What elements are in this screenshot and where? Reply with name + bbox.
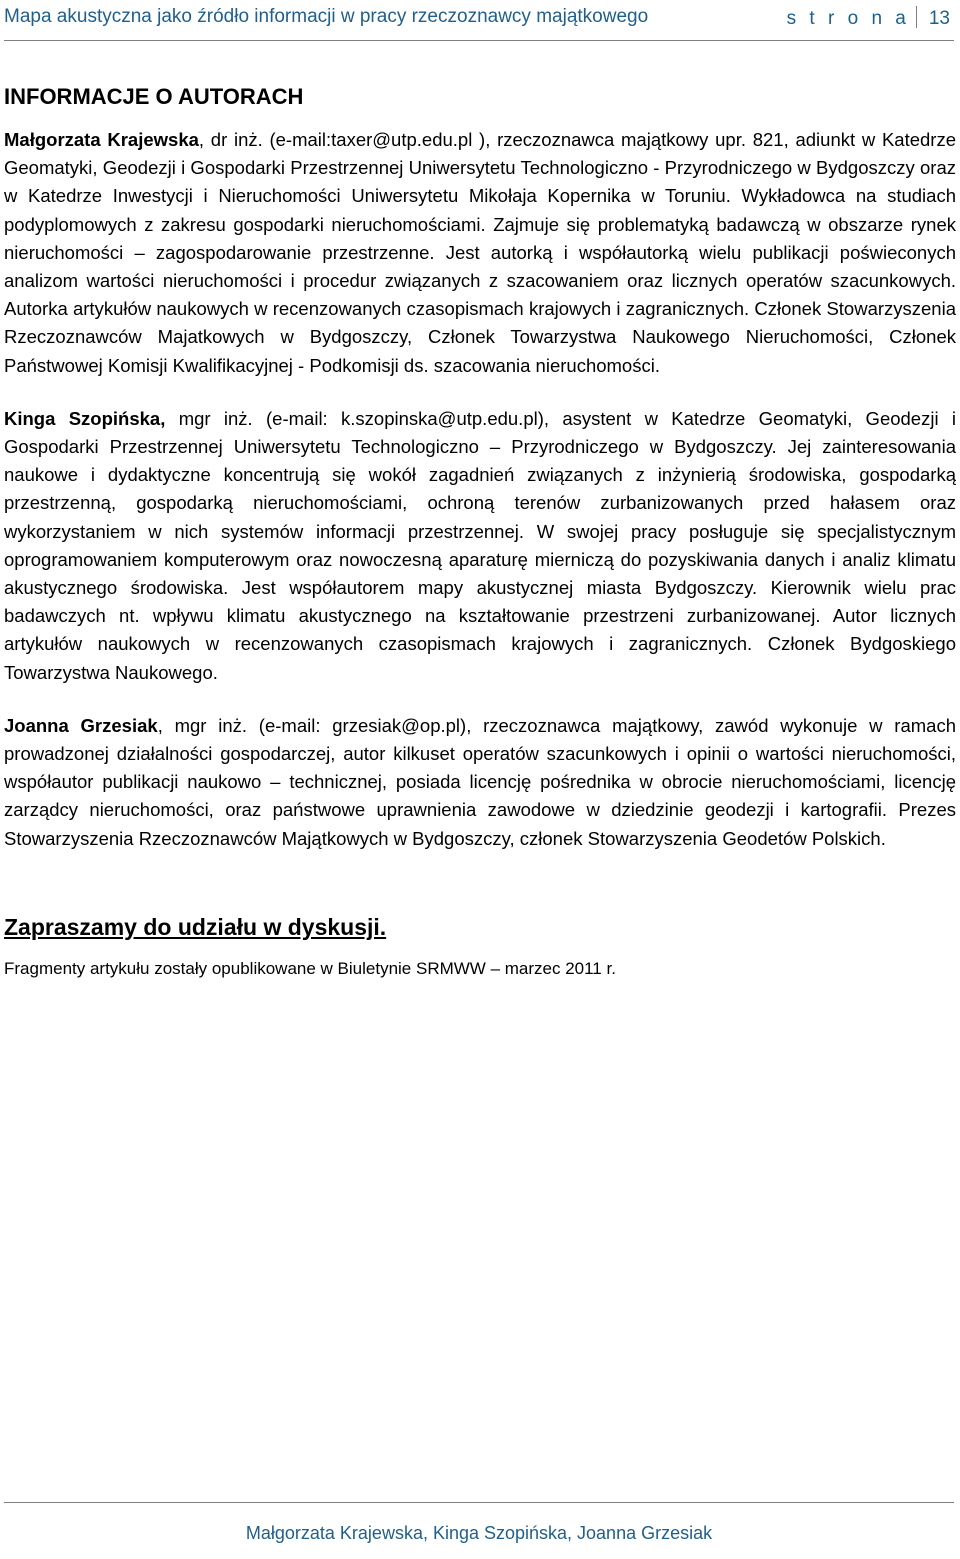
page-number: 13	[928, 8, 950, 29]
footer-authors: Małgorzata Krajewska, Kinga Szopińska, Joanna Grzesiak	[245, 1523, 713, 1543]
page-footer	[4, 1502, 954, 1559]
running-title: Mapa akustyczna jako źródło informacji w pracy rzeczoznawcy majątkowego	[4, 6, 649, 27]
author-bio-text: , dr inż. (e-mail:taxer@utp.edu.pl ), rzeczoznawca majątkowy upr. 821, adiunkt w Katedrze Geomatyki, Geodezji i Gospodarki Przestrzennej Uniwersytetu Technologiczno - Przyrodniczego w Bydgoszczy oraz w Katedrze Inwestycji i Nieruchomości Uniwersytetu Mikołaja Kopernika w Toruniu. Wykładowca na studiach podyplomowych z zakresu gospodarki nieruchomościami. Zajmuje się problematyką badawczą w obszarze rynek nieruchomości – zagospodarowanie przestrzenne. Jest autorką i współautorką wielu publikacji poświeconych analizom wartości nieruchomości i procedur związanych z szacowaniem oraz licznych operatów szacunkowych. Autorka artykułów naukowych w recenzowanych czasopismach krajowych i zagranicznych. Członek Stowarzyszenia Rzeczoznawców Majatkowych w Bydgoszczy, Członek Towarzystwa Naukowego Nieruchomości, Członek Państwowej Komisji Kwalifikacyjnej - Podkomisji ds. szacowania nieruchomości.	[4, 129, 956, 376]
publication-note: Fragmenty artykułu zostały opublikowane w Biuletynie SRMWW – marzec 2011 r.	[4, 958, 616, 978]
author-name: Małgorzata Krajewska	[4, 129, 199, 150]
author-name: Joanna Grzesiak	[4, 714, 158, 736]
author-bio	[4, 126, 956, 380]
author-bio	[4, 712, 956, 853]
author-bio-text: , mgr inż. (e-mail: grzesiak@op.pl), rzeczoznawca majątkowy, zawód wykonuje w ramach prowadzonej działalności gospodarczej, autor kilkuset operatów szacunkowych i opinii o wartości nieruchomości, współautor publikacji naukowo – technicznej, posiada licencję pośrednika w obrocie nieruchomościami, licencję zarządcy nieruchomości, oraz państwowe uprawnienia zawodowe w dziedzinie geodezji i kartografii. Prezes Stowarzyszenia Rzeczoznawców Majątkowych w Bydgoszczy, członek Stowarzyszenia Geodetów Polskich.	[4, 714, 956, 849]
author-bio-text: mgr inż. (e-mail: k.szopinska@utp.edu.pl), asystent w Katedrze Geomatyki, Geodezji i Gospodarki Przestrzennej Uniwersytetu Technologiczno – Przyrodniczego w Bydgoszczy. Jej zainteresowania naukowe i dydaktyczne koncentrują się wokół zagadnień związanych z inżynierią środowiska, gospodarką przestrzenną, gospodarką nieruchomościami, ochroną terenów zurbanizowanych przed hałasem oraz wykorzystaniem w nich systemów informacji przestrzennej. W swojej pracy posługuje się specjalistycznym oprogramowaniem komputerowym oraz nowoczesną aparaturę mierniczą do pozyskiwania danych i analiz klimatu akustycznego środowiska. Jest współautorem mapy akustycznej miasta Bydgoszczy. Kierownik wielu prac badawczych nt. wpływu klimatu akustycznego na kształtowanie przestrzeni zurbanizowanej. Autor licznych artykułów naukowych w recenzowanych czasopismach krajowych i zagranicznych. Członek Bydgoskiego Towarzystwa Naukowego.	[4, 407, 957, 683]
page-label: s t r o n a	[786, 8, 910, 29]
page-content	[4, 82, 956, 981]
author-name: Kinga Szopińska,	[4, 407, 166, 429]
page-separator	[916, 6, 917, 28]
section-heading: INFORMACJE O AUTORACH	[4, 84, 304, 109]
page-header	[4, 0, 954, 41]
page-indicator	[787, 6, 950, 30]
author-bio	[4, 405, 956, 687]
discussion-invite: Zapraszamy do udziału w dyskusji.	[4, 913, 387, 940]
